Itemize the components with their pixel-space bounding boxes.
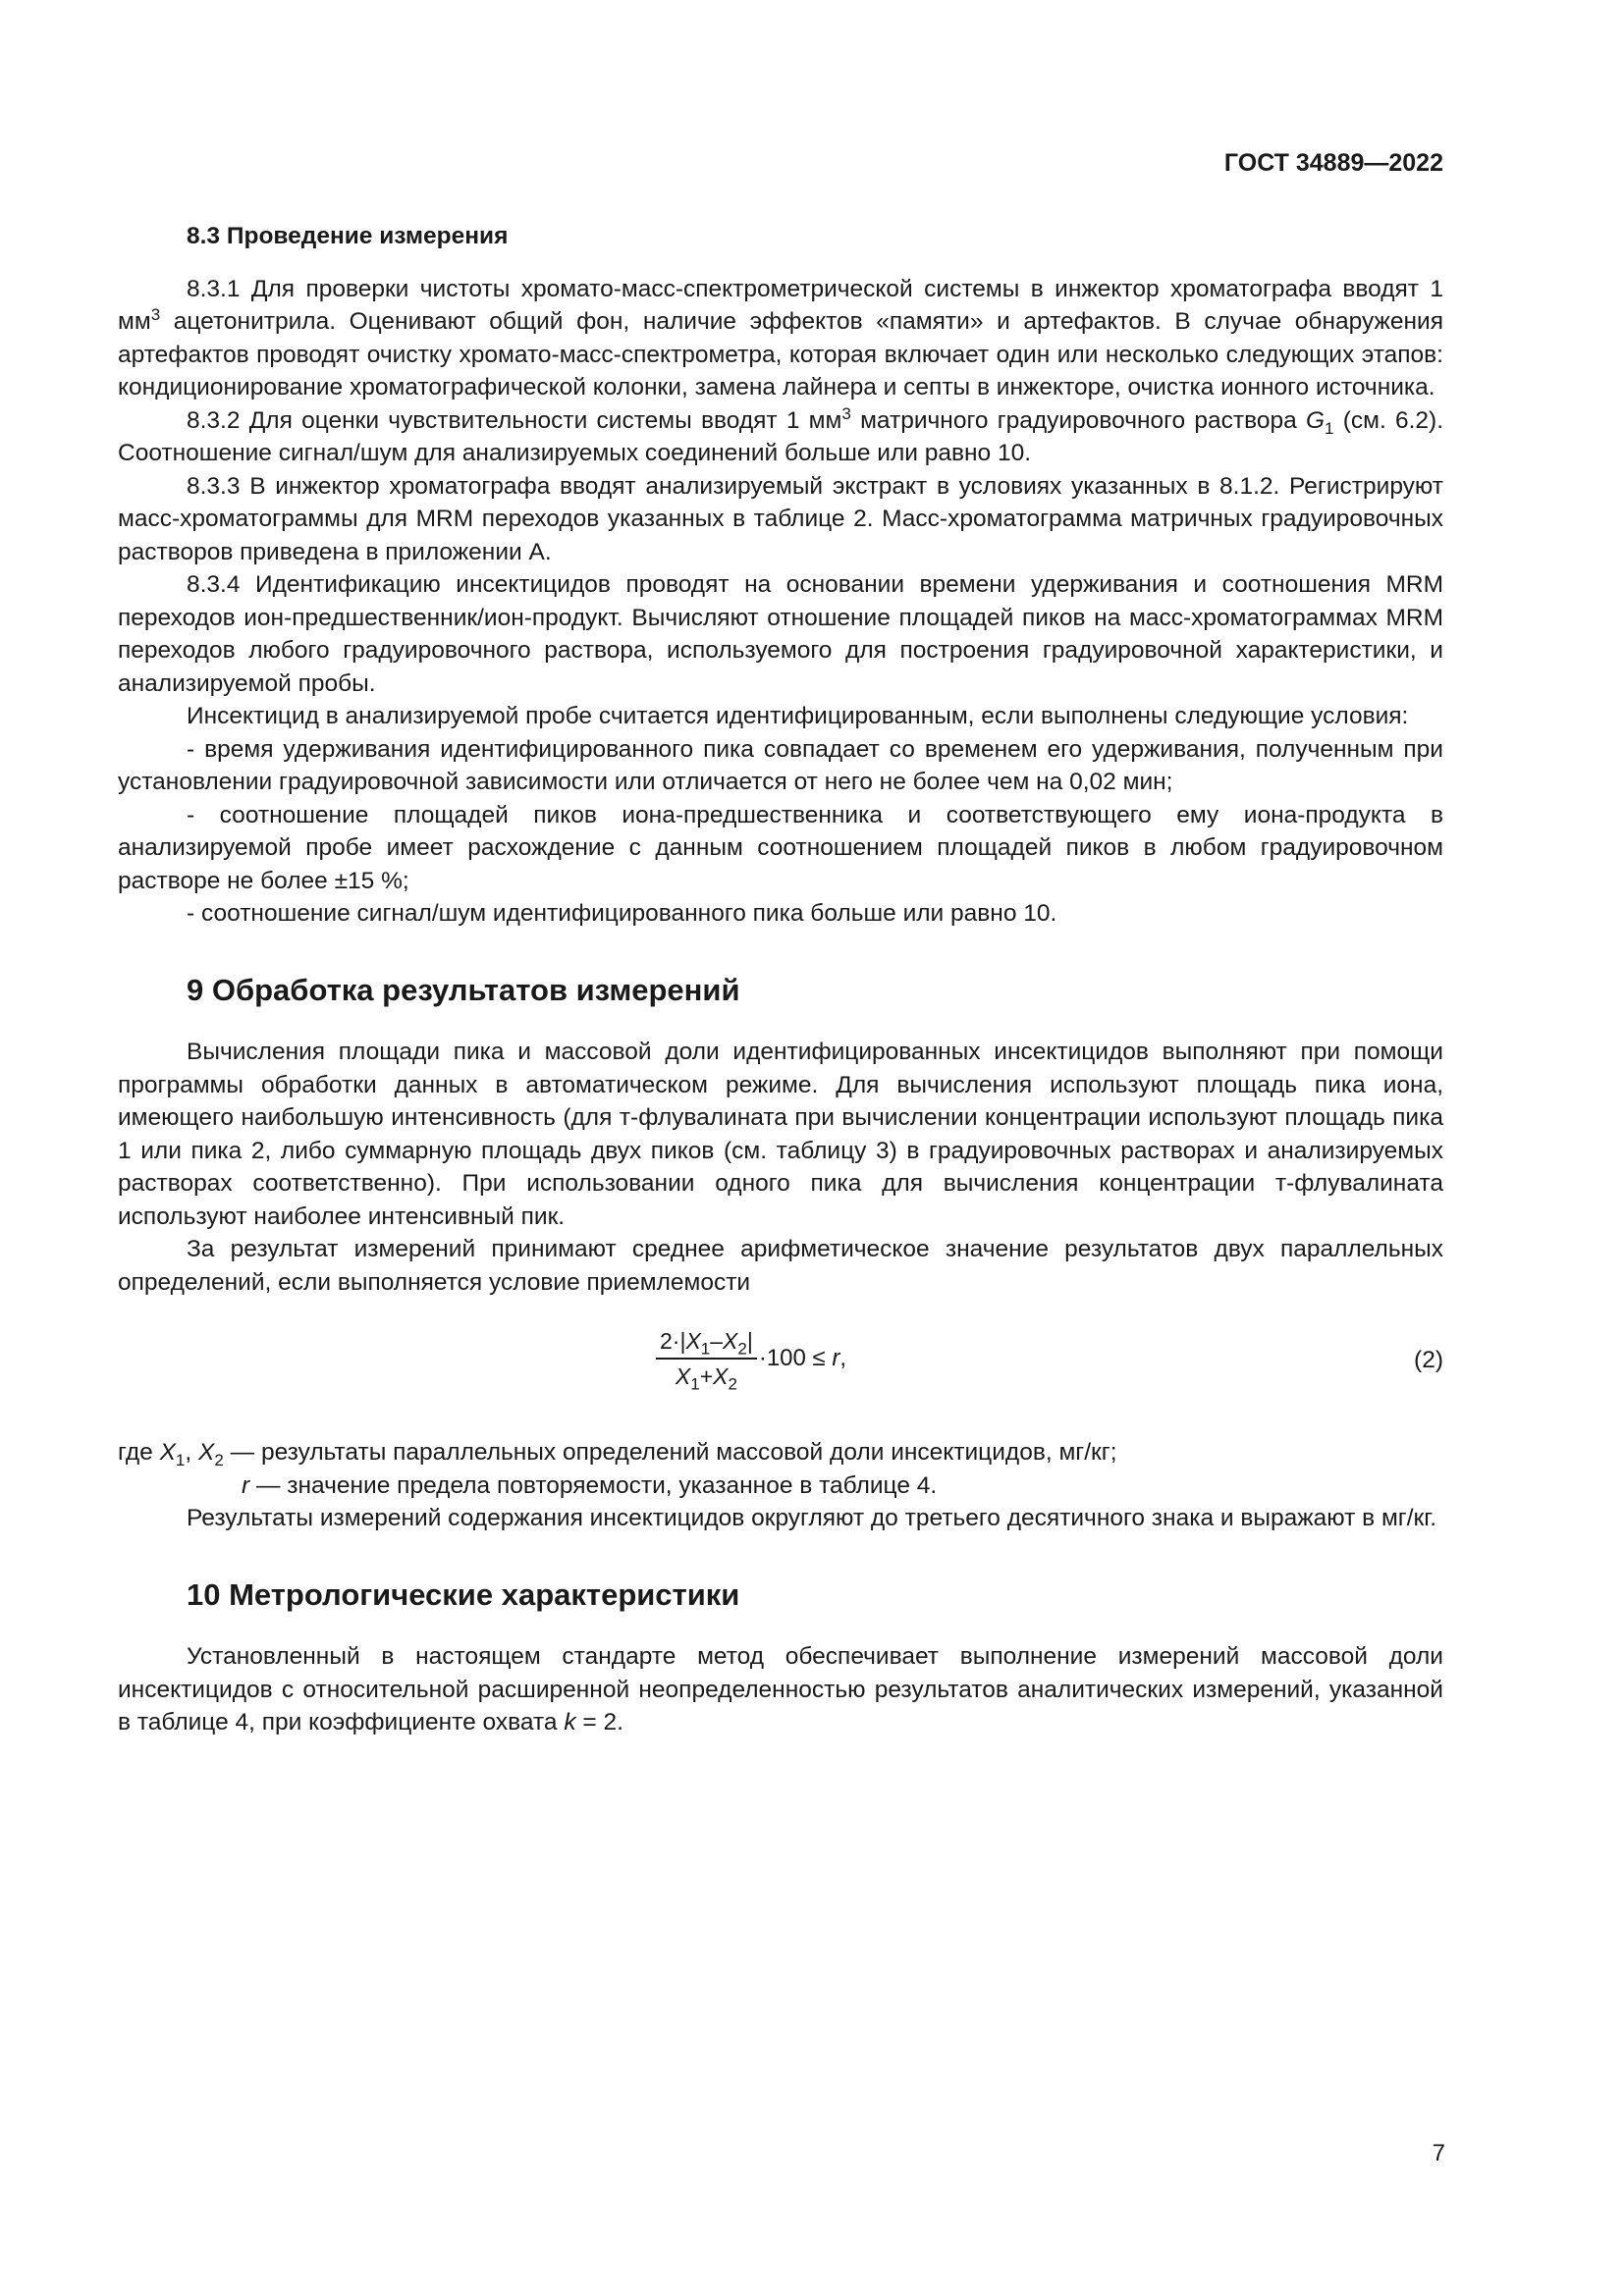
paragraph-identification-conditions: Инсектицид в анализируемой пробе считается идентифицированным, если выполнены следующие условия: (187, 703, 1409, 729)
document-body (118, 220, 1443, 1739)
formula-legend-r: r — значение предела повторяемости, указанное в таблице 4. (242, 1471, 938, 1499)
formula-2 (118, 1320, 1443, 1411)
formula-fraction (656, 1326, 757, 1394)
section-10-heading: 10 Метрологические характеристики (187, 1576, 740, 1612)
section-9-heading: 9 Обработка результатов измерений (187, 972, 740, 1007)
page-number: 7 (1432, 2140, 1445, 2166)
paragraph-10-metrology: Установленный в настоящем стандарте метод обеспечивает выполнение измерений массовой доли инсектицидов с относительной расширенной неопределенностью результатов аналитических измерений, указанной в таблице 4, при коэффициенте охвата k = 2. (118, 1643, 1443, 1735)
condition-retention-time: - время удерживания идентифицированного пика совпадает со временем его удерживания, полученным при установлении градуировочной зависимости или отличается от него не более чем на 0,02 мин; (118, 735, 1443, 795)
standard-header: ГОСТ 34889—2022 (1223, 149, 1443, 177)
formula-denominator: $X_1+X_2$ (675, 1363, 737, 1394)
paragraph-8-3-1: 8.3.1 Для проверки чистоты хромато-масс-спектрометрической системы в инжектор хроматографа вводят 1 $мм^3$ ацетонитрила. Оценивают общий фон, наличие эффектов «памяти» и артефактов. В случае обнаружения артефактов проводят очистку хромато-масс-спектрометра, которая включает один или несколько следующих этапов: кондиционирование хроматографической колонки, замена лайнера и септы в инжекторе, очистка ионного источника. (118, 275, 1443, 400)
paragraph-9-result: За результат измерений принимают среднее арифметическое значение результатов двух параллельных определений, если выполняется условие приемлемости (118, 1236, 1443, 1296)
formula-numerator: $2\cdot|X_1-X_2|$ (656, 1326, 757, 1360)
paragraph-9-calculation: Вычисления площади пика и массовой доли идентифицированных инсектицидов выполняют при помощи программы обработки данных в автоматическом режиме. Для вычисления используют площадь пика иона, имеющего наибольшую интенсивность (для т-флувалината при вычислении концентрации используют площадь пика 1 или пика 2, либо суммарную площадь двух пиков (см. таблицу 3) в градуировочных растворах и анализируемых растворах соответственно). При использовании одного пика для вычисления концентрации т-флувалината используют наиболее интенсивный пик. (118, 1039, 1443, 1230)
section-8-3-heading: 8.3 Проведение измерения (187, 223, 509, 249)
condition-signal-noise: - соотношение сигнал/шум идентифицированного пика больше или равно 10. (187, 900, 1057, 927)
formula-tail: ·100 ≤ r, (758, 1345, 847, 1372)
paragraph-8-3-3: 8.3.3 В инжектор хроматографа вводят анализируемый экстракт в условиях указанных в 8.1.2. Регистрируют масс-хроматограммы для MRM переходов указанных в таблице 2. Масс-хроматограмма матричных градуировочных растворов приведена в приложении А. (118, 472, 1443, 565)
paragraph-9-rounding: Результаты измерений содержания инсектицидов округляют до третьего десятичного знака и выражают в мг/кг. (187, 1505, 1437, 1531)
formula-expression (656, 1326, 847, 1394)
condition-peak-area-ratio: - соотношение площадей пиков иона-предшественника и соответствующего ему иона-продукта в анализируемой пробе имеет расхождение с данным соотношением площадей пиков в любом градуировочном растворе не более ±15 %; (118, 801, 1443, 894)
formula-legend-x: где $X_1$, $X_2$ — результаты параллельных определений массовой доли инсектицидов, мг/кг; (118, 1439, 1117, 1469)
paragraph-8-3-2: 8.3.2 Для оценки чувствительности системы вводят 1 $мм^3$ матричного градуировочного раствора $G_1$ (см. 6.2). Соотношение сигнал/шум для анализируемых соединений больше или равно 10. (118, 403, 1444, 466)
formula-number: (2) (1414, 1347, 1443, 1373)
paragraph-8-3-4: 8.3.4 Идентификацию инсектицидов проводят на основании времени удерживания и соотношения MRM переходов ион-предшественник/ион-продукт. Вычисляют отношение площадей пиков на масс-хроматограммах MRM переходов любого градуировочного раствора, используемого для построения градуировочной характеристики, и анализируемой пробы. (118, 571, 1443, 697)
